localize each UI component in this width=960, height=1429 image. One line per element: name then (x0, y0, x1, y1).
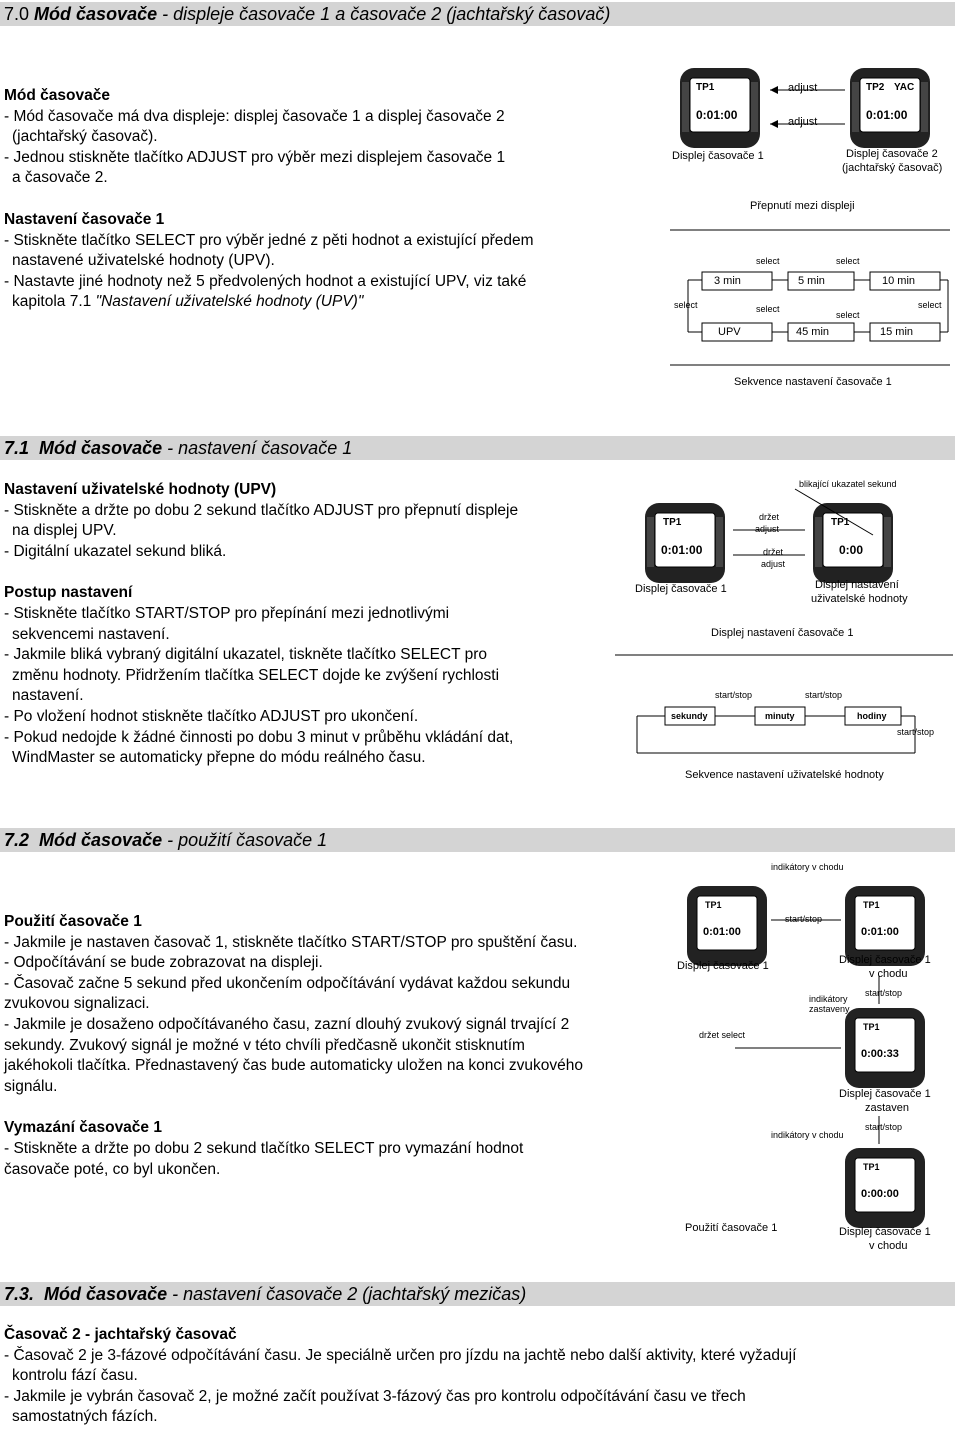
section-7-1-title (0, 436, 955, 460)
section-7-0-title (0, 2, 955, 26)
section-7-2-title (0, 828, 955, 852)
caption: Displej časovače 1 (839, 954, 931, 966)
arrow-label: adjust (755, 524, 780, 534)
text-line: - Stiskněte a držte po dobu 2 sekund tlačítko SELECT pro vymazání hodnot (4, 1139, 524, 1157)
caption: (jachtařský časovač) (842, 162, 943, 174)
option-box: 5 min (798, 275, 825, 287)
text-line: - Pokud nedojde k žádné činnosti po dobu 3 minut v průběhu vkládání dat, (4, 728, 514, 746)
section-7-3-title (0, 1282, 955, 1306)
arrow-label: držet (759, 512, 780, 522)
text-line: signálu. (4, 1077, 58, 1095)
section-title-rest: - displeje časovače 1 a časovače 2 (jachtařský časovač) (157, 4, 611, 24)
caption: Přepnutí mezi displeji (750, 200, 855, 212)
text-line: nastavení. (12, 687, 84, 705)
select-label: select (918, 300, 942, 310)
section-7-2-text (4, 912, 679, 1180)
text-line: (jachtařský časovač). (12, 128, 158, 146)
section-title-bold: Mód časovače (34, 4, 158, 24)
watch-label: TP1 (831, 517, 850, 528)
caption: Použití časovače 1 (685, 1222, 778, 1234)
text-line: - Jakmile je vybrán časovač 2, je možné začít používat 3-fázový čas pro kontrolu odpočítávání času ve třech (4, 1387, 746, 1405)
caption: Displej časovače 1 (677, 960, 769, 972)
startstop-label: start/stop (715, 690, 753, 700)
text-line: zvukovou signalizaci. (4, 995, 150, 1013)
watch-time: 0:00:00 (861, 1188, 899, 1200)
watch-time: 0:01:00 (661, 543, 703, 557)
section-number: 7.2 (4, 830, 30, 850)
select-label: select (836, 256, 860, 266)
text-part-italic: "Nastavení uživatelské hodnoty (UPV)" (95, 293, 364, 311)
caption: Displej nastavení (815, 579, 899, 591)
text-line: - Digitální ukazatel sekund bliká. (4, 542, 227, 560)
section-number: 7.0 (4, 4, 30, 24)
section-number: 7.1 (4, 438, 30, 458)
watch-time: 0:00:33 (861, 1048, 899, 1060)
caption: Displej časovače 1 (672, 150, 764, 162)
figure-timer-use (675, 858, 955, 1258)
caption: Displej časovače 2 (846, 148, 938, 160)
section-title-rest: - použití časovače 1 (162, 830, 328, 850)
heading: Postup nastavení (4, 584, 133, 602)
text-line: - Jakmile je dosaženo odpočítávaného času, zazní dlouhý zvukový signál trvající 2 (4, 1015, 570, 1033)
watch-time: 0:01:00 (866, 108, 908, 122)
section-title-rest: - nastavení časovače 1 (162, 438, 353, 458)
select-label: select (756, 256, 780, 266)
caption: indikátory v chodu (771, 1130, 844, 1140)
caption: blikající ukazatel sekund (799, 479, 897, 489)
figure-upv-setting (615, 475, 955, 790)
text-line: sekundy. Zvukový signál je možné v této chvíli předčasně ukončit stisknutím (4, 1036, 525, 1054)
watch-time: 0:01:00 (861, 926, 899, 938)
watch-time: 0:01:00 (696, 108, 738, 122)
watch-time: 0:01:00 (703, 926, 741, 938)
text-line: sekvencemi nastavení. (12, 625, 170, 643)
watch-label: TP1 (705, 900, 722, 910)
watch-label: TP1 (863, 900, 880, 910)
select-label: select (674, 300, 698, 310)
caption: Displej časovače 1 (839, 1226, 931, 1238)
heading: Použití časovače 1 (4, 913, 142, 930)
startstop-label: start/stop (805, 690, 843, 700)
text-line: - Časovač 2 je 3-fázové odpočítávání času. Je speciálně určen pro jízdu na jachtě nebo další aktivity, které vyžadují (4, 1346, 797, 1364)
watch-label: TP1 (863, 1162, 880, 1172)
startstop-label: start/stop (785, 914, 823, 924)
text-line: - Stiskněte a držte po dobu 2 sekund tlačítko ADJUST pro přepnutí displeje (4, 501, 519, 519)
caption: Displej časovače 1 (635, 583, 727, 595)
caption: indikátory v chodu (771, 862, 844, 872)
caption: Sekvence nastavení časovače 1 (734, 376, 892, 388)
caption: v chodu (869, 968, 908, 980)
arrow-label: adjust (761, 559, 786, 569)
text-line: jakéhokoli tlačítka. Přednastavený čas bude automaticky uložen na konci zvukového (4, 1057, 584, 1075)
text-line: - Jakmile bliká vybraný digitální ukazatel, tiskněte tlačítko SELECT pro (4, 646, 488, 664)
text-line: - Časovač začne 5 sekund před ukončením odpočítávání vydávat každou sekundu (4, 974, 571, 992)
select-label: select (836, 310, 860, 320)
text-line: změnu hodnoty. Přidržením tlačítka SELECT dojde ke zvýšení rychlosti (12, 666, 500, 684)
section-title-bold: Mód časovače (39, 830, 163, 850)
text-part: kapitola 7.1 (12, 293, 96, 311)
arrow-label: adjust (788, 82, 818, 94)
caption: zastaven (865, 1102, 910, 1114)
section-7-0-text (4, 86, 644, 313)
option-box: 15 min (880, 326, 914, 338)
text-line: - Po vložení hodnot stiskněte tlačítko ADJUST pro ukončení. (4, 707, 419, 725)
caption: v chodu (869, 1240, 908, 1252)
sequence-box: sekundy (671, 711, 708, 721)
heading: Časovač 2 - jachtařský časovač (4, 1326, 237, 1343)
section-title-bold: Mód časovače (39, 438, 163, 458)
heading: Nastavení uživatelské hodnoty (UPV) (4, 481, 277, 498)
heading: Vymazání časovače 1 (4, 1119, 162, 1137)
option-box: 10 min (882, 275, 916, 287)
arrow-label: adjust (788, 116, 818, 128)
watch-label: TP1 (696, 82, 715, 93)
section-7-1-text (4, 480, 614, 769)
text-line: na displej UPV. (12, 522, 117, 540)
startstop-label: start/stop (865, 988, 903, 998)
text-line (4, 292, 644, 313)
text-line: časovače poté, co byl ukončen. (4, 1160, 221, 1178)
startstop-label: start/stop (897, 727, 935, 737)
watch-label: TP2 (866, 82, 885, 93)
option-box: UPV (718, 326, 741, 338)
caption: držet select (699, 1030, 746, 1040)
text-line: - Jednou stiskněte tlačítko ADJUST pro výběr mezi displejem časovače 1 (4, 148, 506, 166)
section-number: 7.3. (4, 1284, 35, 1304)
caption: indikátory (809, 994, 848, 1004)
heading: Mód časovače (4, 87, 110, 104)
caption: Sekvence nastavení uživatelské hodnoty (685, 769, 884, 781)
sequence-box: minuty (765, 711, 795, 721)
text-line: - Odpočítávání se bude zobrazovat na displeji. (4, 954, 323, 972)
startstop-label: start/stop (865, 1122, 903, 1132)
arrow-label: držet (763, 547, 784, 557)
watch-time: 0:00 (839, 543, 864, 557)
text-line: WindMaster se automaticky přepne do módu reálného času. (12, 749, 426, 767)
select-label: select (756, 304, 780, 314)
option-box: 3 min (714, 275, 741, 287)
caption: Displej nastavení časovače 1 (711, 627, 854, 639)
heading: Nastavení časovače 1 (4, 210, 165, 228)
section-title-rest: - nastavení časovače 2 (jachtařský mezičas) (167, 1284, 527, 1304)
sequence-box: hodiny (857, 711, 887, 721)
text-line: - Stiskněte tlačítko START/STOP pro přepínání mezi jednotlivými (4, 604, 450, 622)
caption: Displej časovače 1 (839, 1088, 931, 1100)
text-line: - Jakmile je nastaven časovač 1, stiskněte tlačítko START/STOP pro spuštění času. (4, 933, 578, 951)
figure-timer-displays (660, 60, 955, 400)
watch-label: TP1 (863, 1022, 880, 1032)
text-line: kontrolu fází času. (12, 1367, 138, 1385)
watch-label: YAC (894, 82, 915, 93)
section-7-3-text (4, 1325, 954, 1428)
option-box: 45 min (796, 326, 830, 338)
text-line: - Nastavte jiné hodnoty než 5 předvolených hodnot a existující UPV, viz také (4, 272, 527, 290)
text-line: - Stiskněte tlačítko SELECT pro výběr jedné z pěti hodnot a existující předem (4, 231, 534, 249)
text-line: a časovače 2. (12, 169, 108, 187)
text-line: - Mód časovače má dva displeje: displej časovače 1 a displej časovače 2 (4, 107, 505, 125)
watch-label: TP1 (663, 517, 682, 528)
caption: uživatelské hodnoty (811, 593, 908, 605)
section-title-bold: Mód časovače (44, 1284, 168, 1304)
caption: zastaveny (809, 1004, 850, 1014)
text-line: nastavené uživatelské hodnoty (UPV). (12, 252, 275, 270)
text-line: samostatných fázích. (12, 1408, 158, 1426)
